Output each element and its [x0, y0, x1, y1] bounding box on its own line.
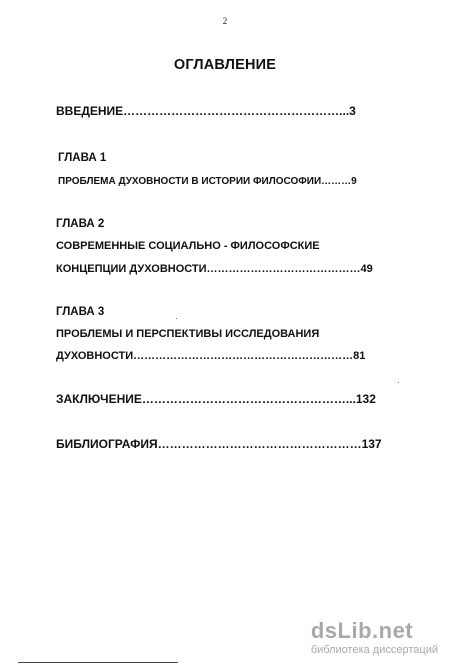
toc-entry-conclusion: ЗАКЛЮЧЕНИЕ……………………………………………...132	[56, 392, 376, 406]
chapter-2-label: ГЛАВА 2	[56, 218, 105, 230]
toc-entry-chapter-3-line-1: ПРОБЛЕМЫ И ПЕРСПЕКТИВЫ ИССЛЕДОВАНИЯ	[56, 328, 320, 340]
toc-entry-chapter-2-line-1: СОВРЕМЕННЫЕ СОЦИАЛЬНО - ФИЛОСОФСКИЕ	[56, 240, 320, 252]
toc-title: ОГЛАВЛЕНИЕ	[173, 57, 277, 73]
chapter-1-label: ГЛАВА 1	[58, 152, 107, 164]
scan-speck	[176, 318, 177, 319]
watermark-logo: dsLib.net	[310, 618, 414, 643]
toc-entry-chapter-3-line-2: ДУХОВНОСТИ……………………………………………………81	[56, 350, 366, 362]
bottom-rule	[18, 662, 178, 663]
chapter-3-label: ГЛАВА 3	[56, 306, 105, 318]
toc-entry-chapter-1: ПРОБЛЕМА ДУХОВНОСТИ В ИСТОРИИ ФИЛОСОФИИ………9	[58, 176, 357, 187]
toc-entry-bibliography: БИБЛИОГРАФИЯ……………………………………………137	[56, 437, 382, 451]
scan-speck	[398, 382, 399, 383]
page-number: 2	[222, 16, 228, 26]
watermark	[311, 620, 438, 657]
watermark-subtitle: библиотека диссертаций	[310, 644, 438, 656]
toc-entry-chapter-2-line-2: КОНЦЕПЦИИ ДУХОВНОСТИ……………………………………49	[56, 263, 373, 275]
toc-entry-intro: ВВЕДЕНИЕ………………………………………………...3	[56, 104, 356, 118]
